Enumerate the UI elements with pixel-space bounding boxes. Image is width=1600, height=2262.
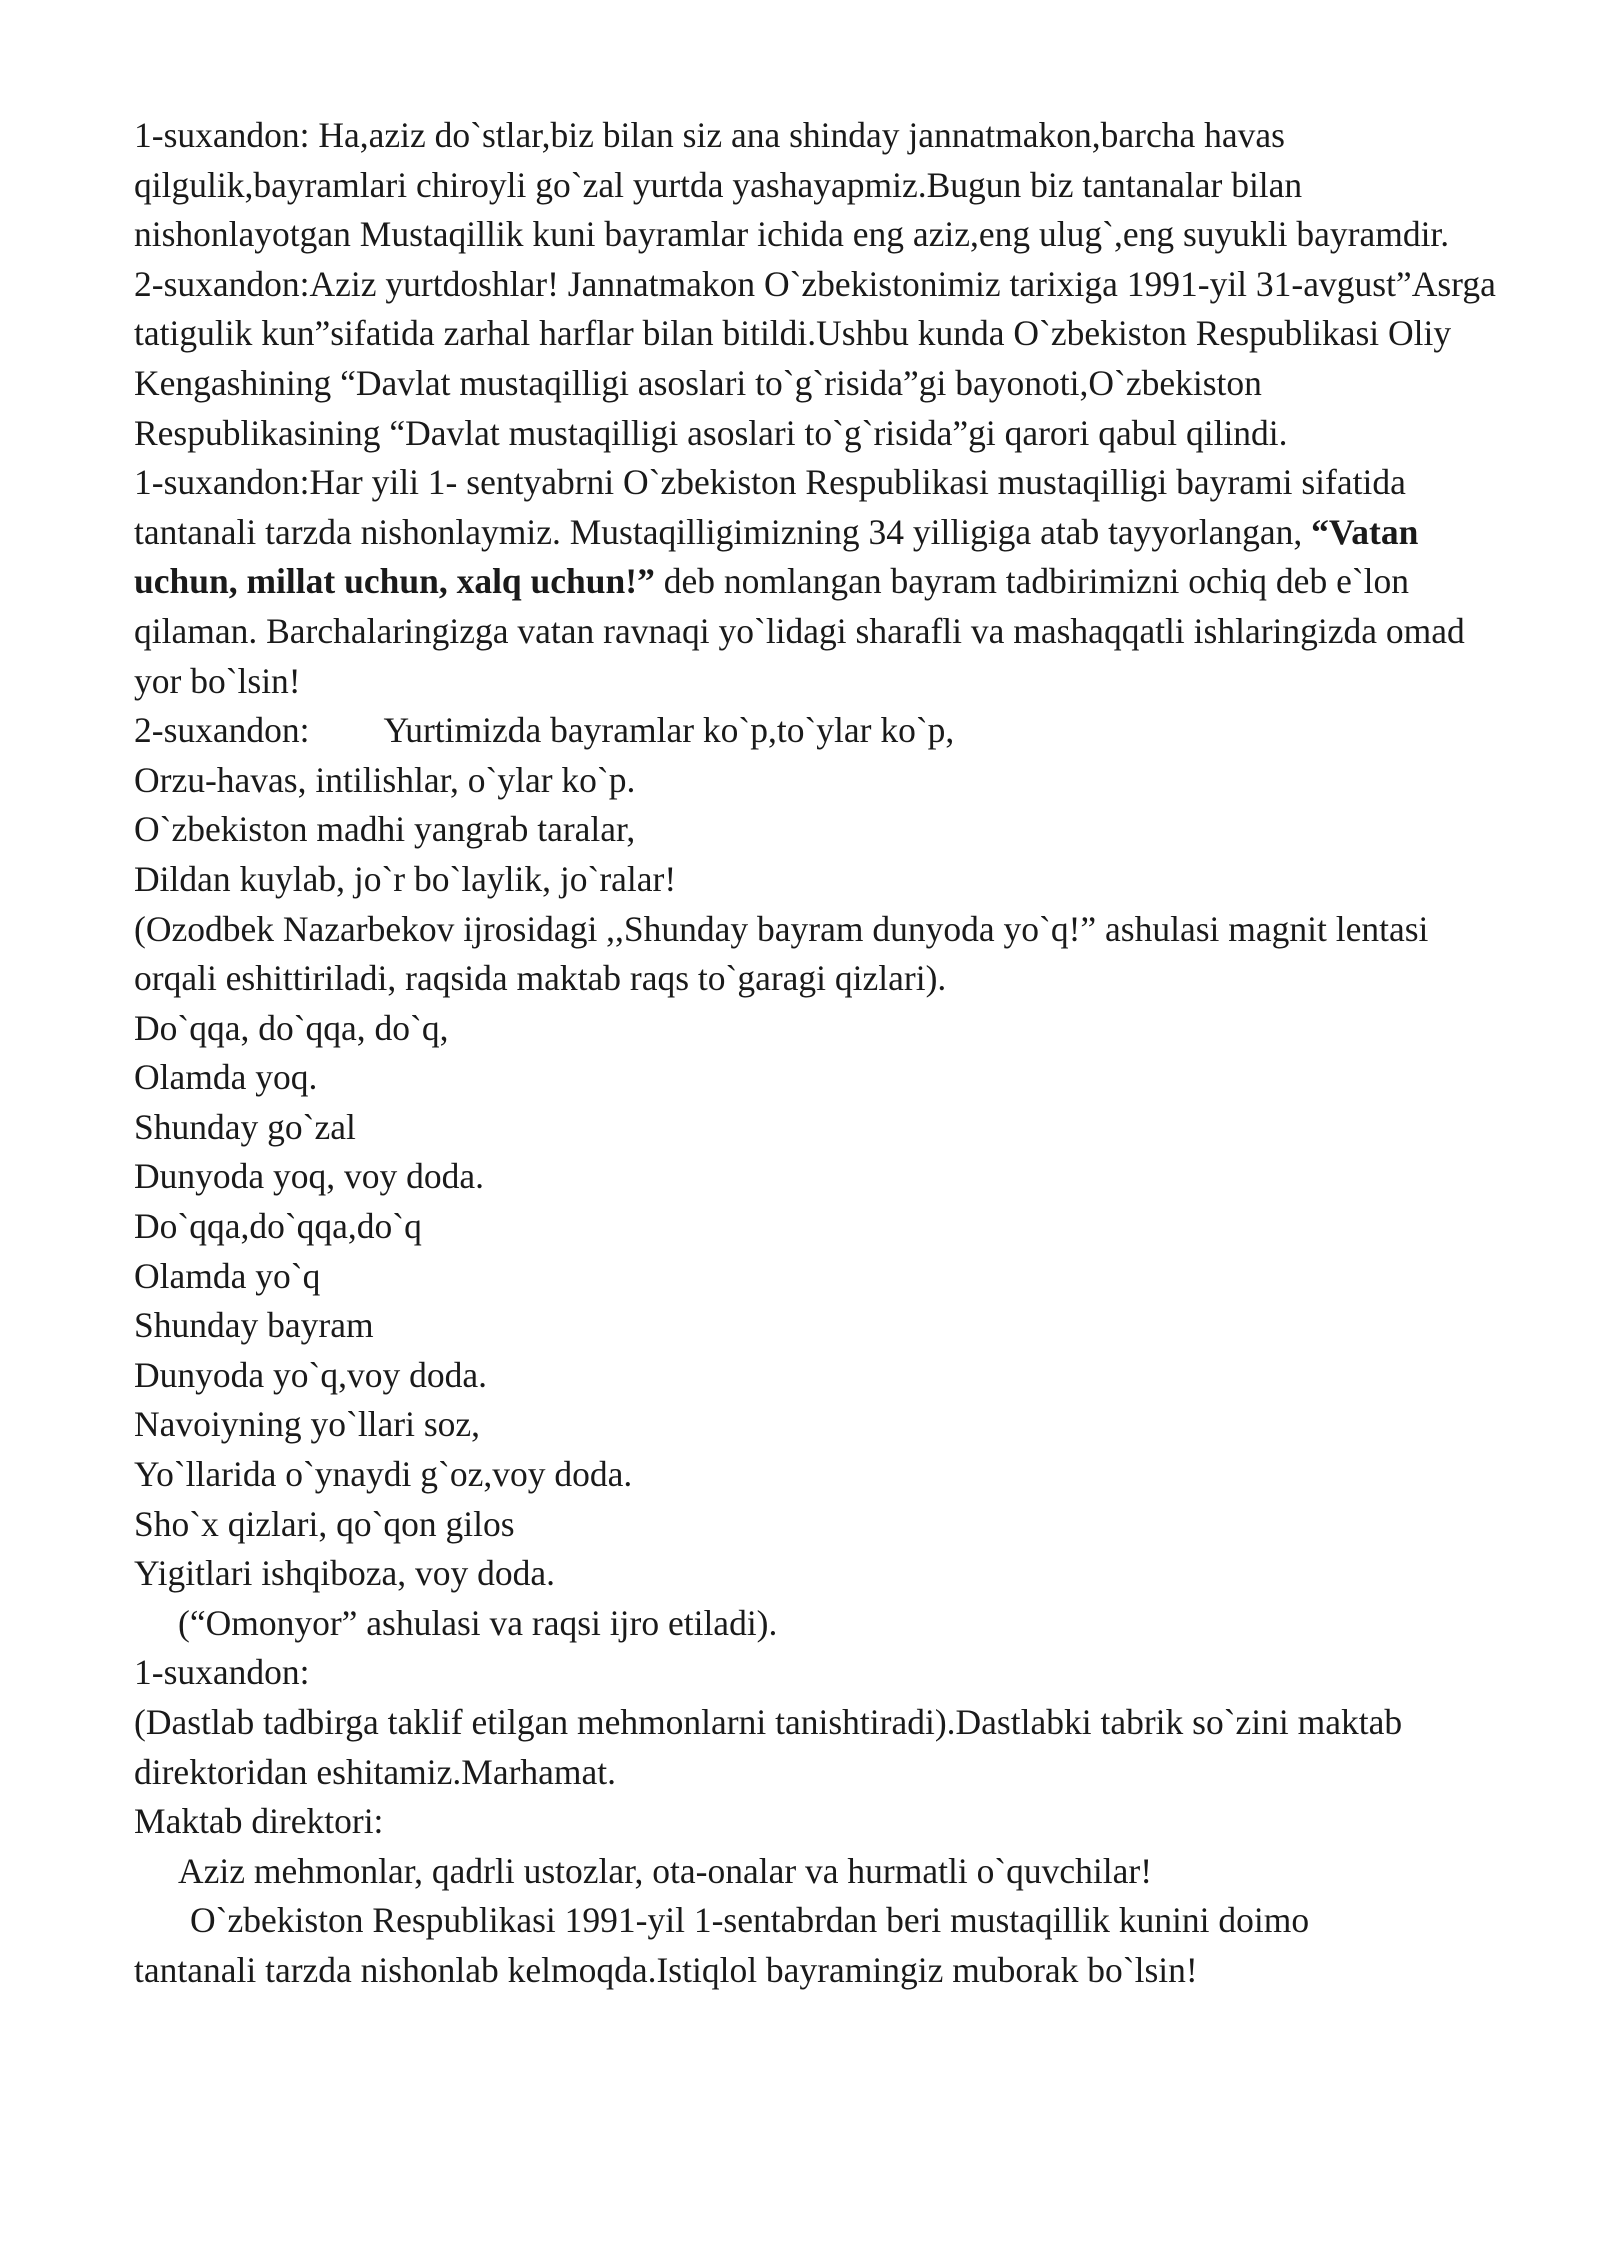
paragraph-suxandon1-intro: 1-suxandon: Ha,aziz do`stlar,biz bilan siz ana shinday jannatmakon,barcha havas qilgulik,bayramlari chiroyli go`zal yurtda yashayapmiz.Bugun biz tantanalar bilan nishonlayotgan Mustaqillik kuni bayramlar ichida eng aziz,eng ulug`,eng suyukli bayramdir. <box>134 115 1450 255</box>
poem-line: Yurtimizda bayramlar ko`p,to`ylar ko`p, <box>383 710 955 751</box>
director-speech-line: tantanali tarzda nishonlab kelmoqda.Istiqlol bayramingiz muborak bo`lsin! <box>134 1949 1198 1990</box>
song-line: Dunyoda yoq, voy doda. <box>134 1156 485 1197</box>
director-greeting: Aziz mehmonlar, qadrli ustozlar, ota-onalar va hurmatli o`quvchilar! <box>178 1850 1153 1891</box>
song-line: Yo`llarida o`ynaydi g`oz,voy doda. <box>134 1454 633 1495</box>
song-line: Shunday bayram <box>134 1305 374 1346</box>
director-speech <box>134 1896 1514 1995</box>
poem-first-line <box>134 706 1514 756</box>
paragraph-suxandon2-history: 2-suxandon:Aziz yurtdoshlar! Jannatmakon O`zbekistonimiz tarixiga 1991-yil 31-avgust”Asrga tatigulik kun”sifatida zarhal harflar bilan bitildi.Ushbu kunda O`zbekiston Respublikasi Oliy Kengashining “Davlat mustaqilligi asoslari to`g`risida”gi bayonoti,O`zbekiston Respublikasining “Davlat mustaqilligi asoslari to`g`risida”gi qarori qabul qilindi. <box>134 263 1496 453</box>
song-line: Do`qqa, do`qqa, do`q, <box>134 1007 449 1048</box>
document-page <box>134 111 1514 1996</box>
song-line: Navoiyning yo`llari soz, <box>134 1404 481 1445</box>
poem-line: Orzu-havas, intilishlar, o`ylar ko`p. <box>134 759 636 800</box>
song-line: Sho`x qizlari, qo`qon gilos <box>134 1503 515 1544</box>
poem-suxandon2 <box>134 706 1514 904</box>
poem-line: O`zbekiston madhi yangrab taralar, <box>134 809 636 850</box>
speaker-suxandon1: 1-suxandon: <box>134 1652 310 1693</box>
speaker-director: Maktab direktori: <box>134 1801 384 1842</box>
stage-direction-song: (Ozodbek Nazarbekov ijrosidagi ,,Shunday bayram dunyoda yo`q!” ashulasi magnit lentasi orqali eshittiriladi, raqsida maktab raqs to`garagi qizlari). <box>134 908 1429 999</box>
speaker-label: 2-suxandon: <box>134 710 310 751</box>
opening-text-end: deb nomlangan bayram tadbirimizni ochiq deb e`lon qilaman. Barchalaringizga vatan ravnaqi yo`lidagi sharafli va mashaqqatli ishlaringizda omad yor bo`lsin! <box>134 561 1465 701</box>
director-speech-line: O`zbekiston Respublikasi 1991-yil 1-sentabrdan beri mustaqillik kunini doimo <box>190 1900 1310 1941</box>
song-line: Shunday go`zal <box>134 1106 356 1147</box>
poem-line: Dildan kuylab, jo`r bo`laylik, jo`ralar! <box>134 858 677 899</box>
song-line: Do`qqa,do`qqa,do`q <box>134 1206 422 1247</box>
song-line: Olamda yoq. <box>134 1057 318 1098</box>
song-line: Olamda yo`q <box>134 1255 321 1296</box>
paragraph-suxandon1-opening <box>134 458 1514 706</box>
stage-direction-dance: (“Omonyor” ashulasi va raqsi ijro etiladi). <box>178 1602 778 1643</box>
opening-text-start: 1-suxandon:Har yili 1- sentyabrni O`zbekiston Respublikasi mustaqilligi bayrami sifatida tantanali tarzda nishonlaymiz. Mustaqilligimizning 34 yilligiga atab tayyorlangan, <box>134 462 1406 552</box>
song-line: Yigitlari ishqiboza, voy doda. <box>134 1553 556 1594</box>
song-lyrics <box>134 1004 1514 1599</box>
paragraph-guests-intro: (Dastlab tadbirga taklif etilgan mehmonlarni tanishtiradi).Dastlabki tabrik so`zini maktab direktoridan eshitamiz.Marhamat. <box>134 1702 1403 1792</box>
song-line: Dunyoda yo`q,voy doda. <box>134 1354 487 1395</box>
event-title: “Vatan uchun, millat uchun, xalq uchun!” <box>134 511 1419 602</box>
